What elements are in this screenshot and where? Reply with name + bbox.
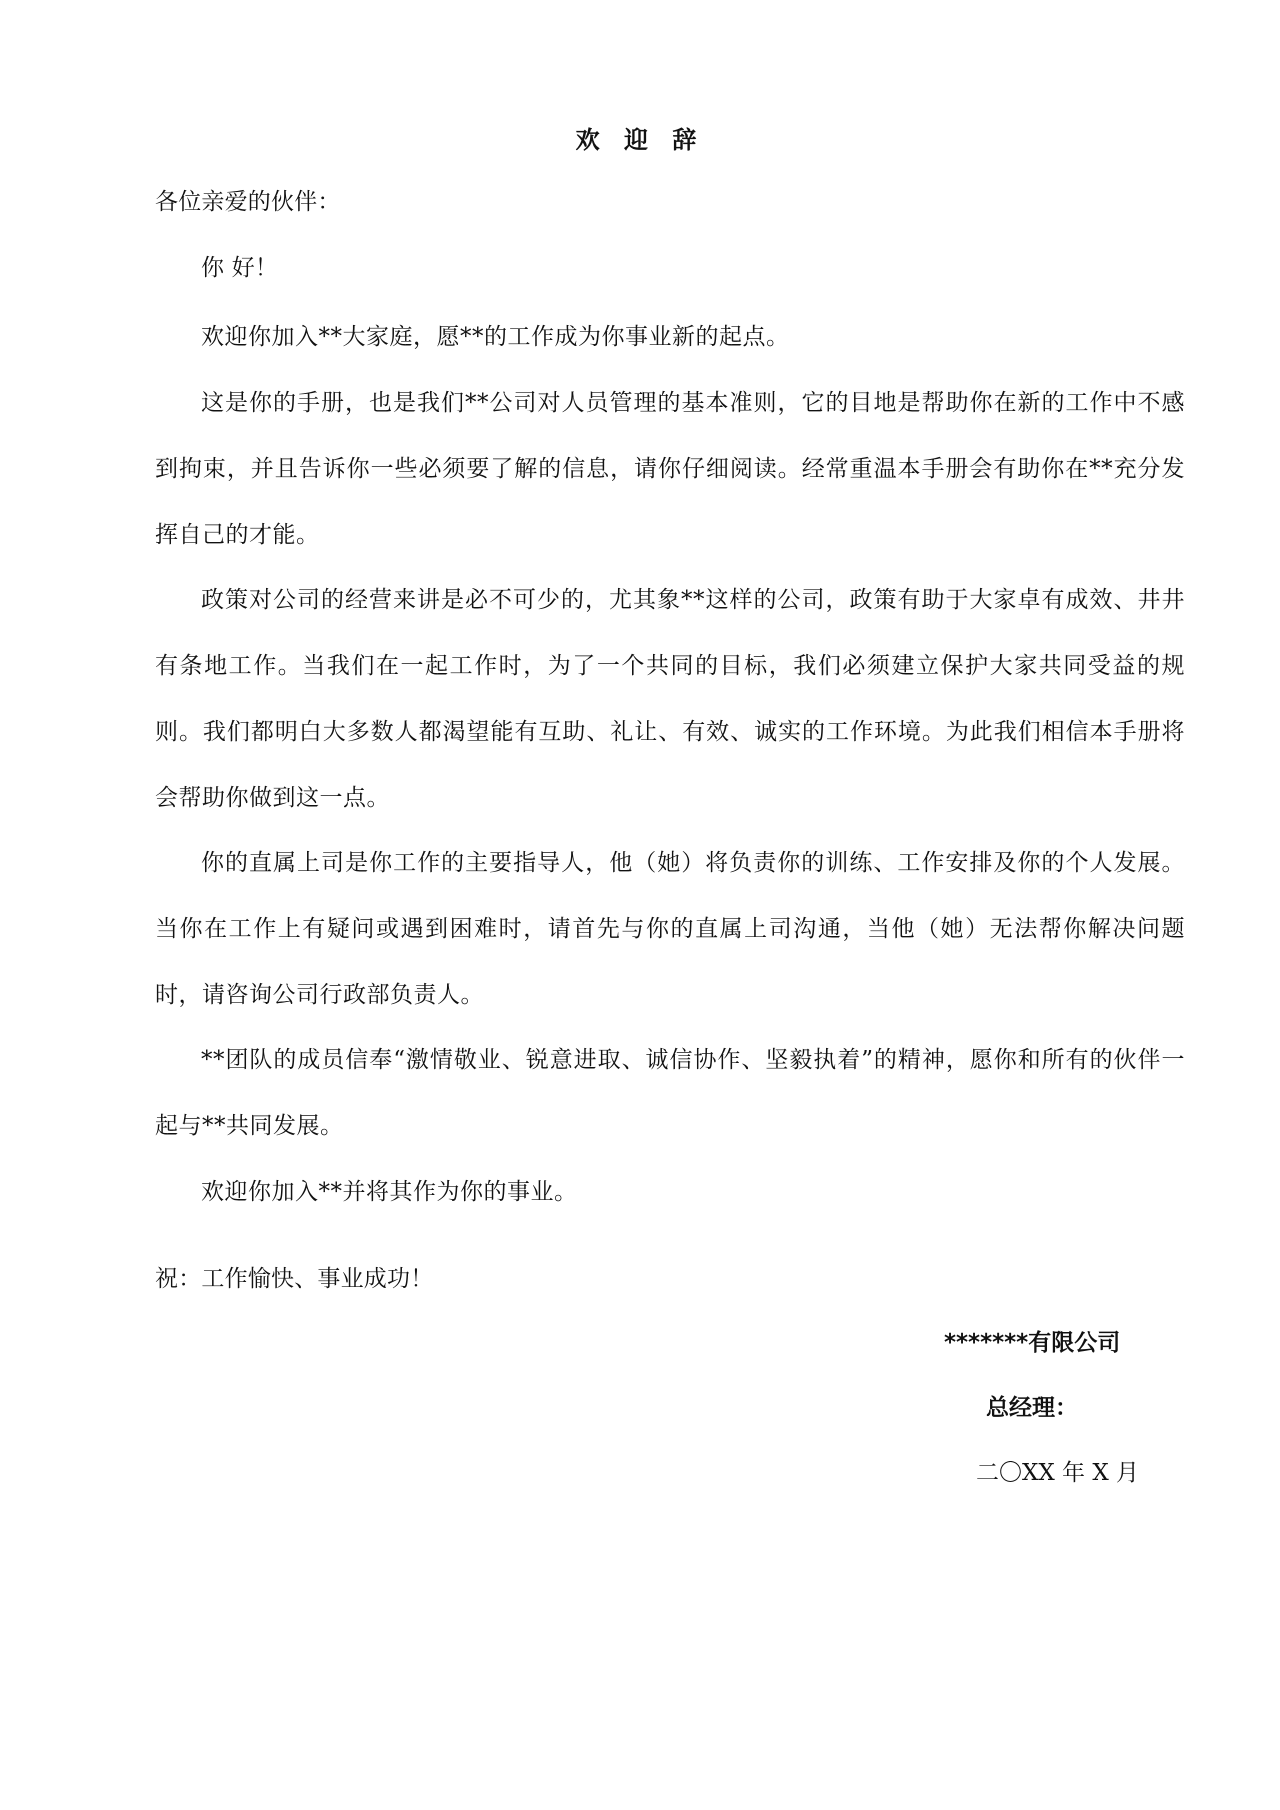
- paragraph-5: **团队的成员信奉“激情敬业、锐意进取、诚信协作、坚毅执着”的精神，愿你和所有的伙伴一起与**共同发展。: [155, 1047, 1185, 1139]
- signature-company: *******有限公司: [944, 1330, 1121, 1356]
- document-title: 欢 迎 辞: [575, 126, 705, 154]
- paragraph-4: 你的直属上司是你工作的主要指导人，他（她）将负责你的训练、工作安排及你的个人发展。当你在工作上有疑问或遇到困难时，请首先与你的直属上司沟通，当他（她）无法帮你解决问题时，请咨询公司行政部负责人。: [155, 850, 1185, 1008]
- paragraph-1: 欢迎你加入**大家庭，愿**的工作成为你事业新的起点。: [201, 324, 790, 350]
- signature-date: 二〇XX 年 X 月: [976, 1460, 1140, 1486]
- signature-role: 总经理：: [986, 1395, 1078, 1421]
- paragraph-2: 这是你的手册，也是我们**公司对人员管理的基本准则，它的目地是帮助你在新的工作中不感到拘束，并且告诉你一些必须要了解的信息，请你仔细阅读。经常重温本手册会有助你在**充分发挥自己的才能。: [155, 390, 1185, 548]
- closing-wish: 祝：工作愉快、事业成功！: [155, 1266, 434, 1292]
- paragraph-6: 欢迎你加入**并将其作为你的事业。: [201, 1179, 578, 1205]
- paragraph-3: 政策对公司的经营来讲是必不可少的，尤其象**这样的公司，政策有助于大家卓有成效、井井有条地工作。当我们在一起工作时，为了一个共同的目标，我们必须建立保护大家共同受益的规则。我们都明白大多数人都渴望能有互助、礼让、有效、诚实的工作环境。为此我们相信本手册将会帮助你做到这一点。: [155, 587, 1185, 811]
- salutation: 各位亲爱的伙伴：: [155, 189, 341, 215]
- greeting: 你 好！: [201, 255, 279, 281]
